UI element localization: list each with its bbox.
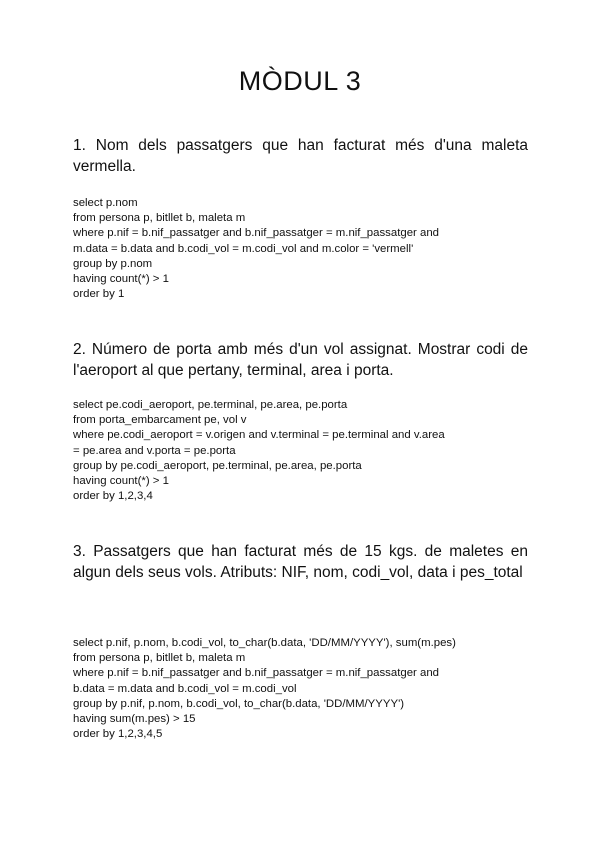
sql-line: where p.nif = b.nif_passatger and b.nif_passatger = m.nif_passatger and bbox=[73, 667, 440, 680]
question-1: 1. Nom dels passatgers que han facturat més d'una maleta vermella. bbox=[73, 137, 528, 175]
sql-line: order by 1 bbox=[73, 288, 125, 301]
sql-line: b.data = m.data and b.codi_vol = m.codi_vol bbox=[73, 682, 297, 695]
sql-line: group by p.nif, p.nom, b.codi_vol, to_char(b.data, 'DD/MM/YYYY') bbox=[73, 697, 405, 710]
sql-line: having count(*) > 1 bbox=[73, 273, 169, 286]
sql-line: = pe.area and v.porta = pe.porta bbox=[73, 444, 236, 457]
sql-line: order by 1,2,3,4 bbox=[73, 490, 153, 503]
sql-line: where p.nif = b.nif_passatger and b.nif_passatger = m.nif_passatger and bbox=[73, 227, 440, 240]
sql-line: m.data = b.data and b.codi_vol = m.codi_vol and m.color = 'vermell' bbox=[73, 242, 414, 255]
sql-line: from persona p, bitllet b, maleta m bbox=[73, 652, 246, 665]
sql-query-2 bbox=[73, 398, 528, 504]
sql-line: having count(*) > 1 bbox=[73, 475, 169, 488]
sql-query-3 bbox=[73, 636, 528, 742]
sql-line: select p.nif, p.nom, b.codi_vol, to_char(b.data, 'DD/MM/YYYY'), sum(m.pes) bbox=[73, 637, 456, 649]
sql-line: having sum(m.pes) > 15 bbox=[73, 713, 196, 726]
question-2: 2. Número de porta amb més d'un vol assignat. Mostrar codi de l'aeroport al que pertany, terminal, area i porta. bbox=[73, 341, 528, 379]
sql-line: from persona p, bitllet b, maleta m bbox=[73, 212, 246, 225]
page-title: MÒDUL 3 bbox=[238, 66, 362, 96]
sql-line: order by 1,2,3,4,5 bbox=[73, 728, 163, 741]
sql-line: select pe.codi_aeroport, pe.terminal, pe.area, pe.porta bbox=[73, 399, 348, 411]
sql-line: group by p.nom bbox=[73, 257, 153, 270]
sql-line: group by pe.codi_aeroport, pe.terminal, pe.area, pe.porta bbox=[73, 459, 362, 472]
sql-line: from porta_embarcament pe, vol v bbox=[73, 414, 247, 427]
sql-query-1 bbox=[73, 196, 528, 302]
sql-line: select p.nom bbox=[73, 197, 138, 209]
question-3: 3. Passatgers que han facturat més de 15 kgs. de maletes en algun dels seus vols. Atributs: NIF, nom, codi_vol, data i pes_total bbox=[73, 543, 528, 581]
sql-line: where pe.codi_aeroport = v.origen and v.terminal = pe.terminal and v.area bbox=[73, 429, 445, 442]
